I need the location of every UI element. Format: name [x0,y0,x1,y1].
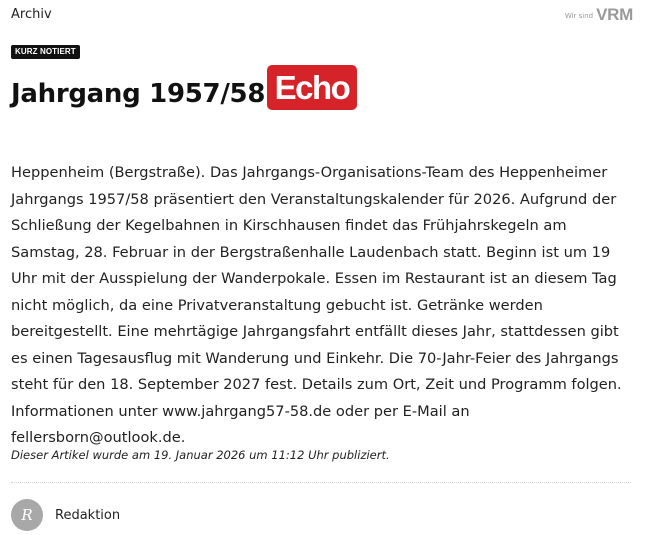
divider [11,482,631,483]
vrm-wordmark: VRM [596,5,633,24]
top-bar [11,6,633,24]
article-paragraph: Heppenheim (Bergstraße). Das Jahrgangs-Organisations-Team des Heppenheimer Jahrgangs 1957/58 präsentiert den Veranstaltungskalender für 2026. Aufgrund der Schließung der Kegelbahnen in Kirschhausen findet das Frühjahrskegeln am Samstag, 28. Februar in der Bergstraßenhalle Laudenbach statt. Beginn ist um 19 Uhr mit der Ausspielung der Wanderpokale. Essen im Restaurant ist an diesem Tag nicht möglich, da eine Privatveranstaltung gebucht ist. Getränke werden bereitgestellt. Eine mehrtägige Jahrgangsfahrt entfällt dieses Jahr, stattdessen gibt es einen Tagesausflug mit Wanderung und Einkehr. Die 70-Jahr-Feier des Jahrgangs steht für den 18. September 2027 fest. Details zum Ort, Zeit und Programm folgen. Informationen unter www.jahrgang57-58.de oder per E-Mail an fellersborn@outlook.de. [11,164,622,446]
article-body [11,160,633,452]
article-title: Jahrgang 1957/58 [11,79,266,109]
author-avatar: R [11,499,43,531]
breadcrumb-archiv-link[interactable]: Archiv [11,7,52,22]
author-block[interactable] [11,499,120,531]
echo-logo: Echo [267,65,357,110]
category-badge: KURZ NOTIERT [11,45,80,59]
vrm-tagline: Wir sind [564,12,594,20]
vrm-brand-logo[interactable] [565,6,633,24]
publish-date-note: Dieser Artikel wurde am 19. Januar 2026 um 11:12 Uhr publiziert. [11,448,390,462]
author-name[interactable]: Redaktion [55,507,121,523]
